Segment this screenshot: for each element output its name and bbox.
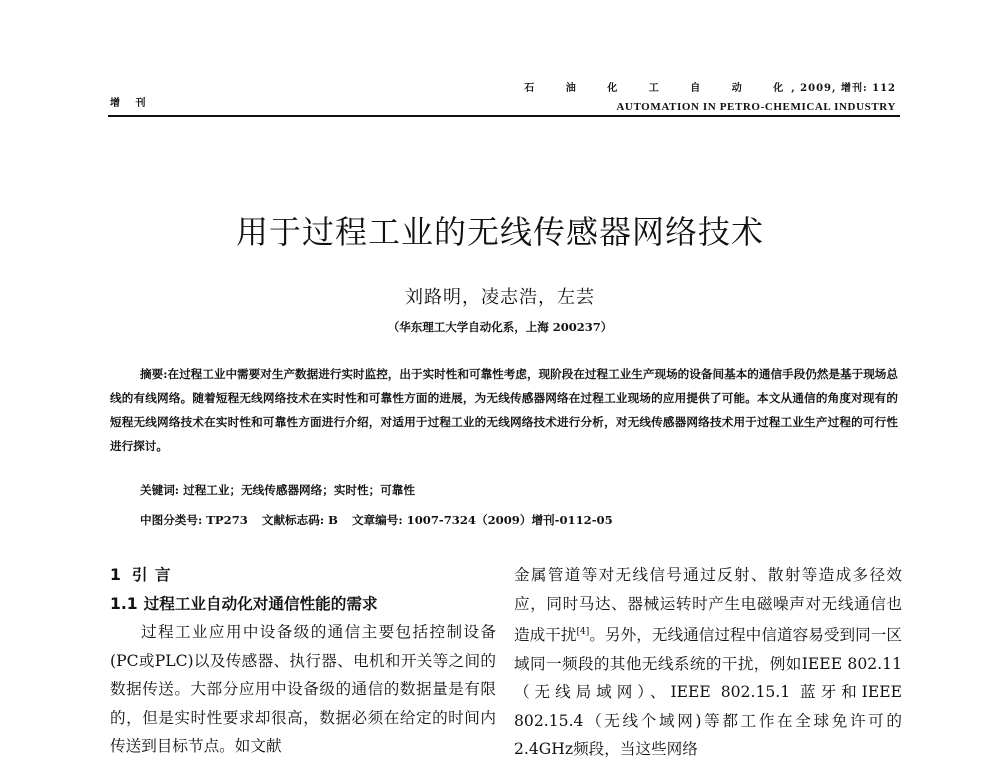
clc-label: 中图分类号: bbox=[140, 513, 203, 527]
issue-info: , 2009, 增刊: 112 bbox=[791, 83, 896, 94]
article-affiliation: （华东理工大学自动化系，上海 200237） bbox=[387, 320, 613, 334]
abstract bbox=[110, 362, 898, 458]
body-text-right-b: 。另外，无线通信过程中信道容易受到同一区域同一频段的其他无线系统的干扰，例如IEEE 802.11（无线局域网）、IEEE 802.15.1 蓝牙和IEEE 802.15.4（无线个域网)等都工作在全球免许可的2.4GHz频段，当这些网络 bbox=[514, 626, 902, 759]
abstract-label: 摘要: bbox=[140, 367, 168, 381]
keywords-label: 关键词: bbox=[140, 483, 180, 497]
issue-type-label: 增 刊 bbox=[110, 98, 152, 109]
journal-cn-line bbox=[524, 80, 896, 98]
body-column-right bbox=[514, 561, 902, 764]
article-no-value: 1007-7324（2009）增刊-0112-05 bbox=[406, 513, 613, 527]
section-title: 引 言 bbox=[131, 566, 172, 584]
keywords bbox=[140, 482, 415, 498]
section-heading-1-1 bbox=[110, 590, 496, 619]
subsection-title: 过程工业自动化对通信性能的需求 bbox=[143, 594, 378, 613]
journal-name-en: AUTOMATION IN PETRO-CHEMICAL INDUSTRY bbox=[616, 101, 896, 113]
doc-code-value: B bbox=[328, 513, 338, 527]
body-column-left bbox=[110, 561, 496, 761]
doc-code-label: 文献标志码: bbox=[261, 513, 325, 527]
article-no-label: 文章编号: bbox=[351, 513, 403, 527]
abstract-text: 在过程工业中需要对生产数据进行实时监控，出于实时性和可靠性考虑，现阶段在过程工业生产现场的设备间基本的通信手段仍然是基于现场总线的有线网络。随着短程无线网络技术在实时性和可靠性方面的进展，为无线传感器网络在过程工业现场的应用提供了可能。本文从通信的角度对现有的短程无线网络技术在实时性和可靠性方面进行介绍，对适用于过程工业的无线网络技术进行分析，对无线传感器网络技术用于过程工业生产过程的可行性进行探讨。 bbox=[110, 367, 898, 453]
body-paragraph-left: 过程工业应用中设备级的通信主要包括控制设备(PC或PLC)以及传感器、执行器、电机和开关等之间的数据传送。大部分应用中设备级的通信的数据量是有限的，但是实时性要求却很高，数据必须在给定的时间内传送到目标节点。如文献 bbox=[110, 623, 496, 755]
classification-line bbox=[140, 512, 613, 528]
citation-ref: [4] bbox=[576, 627, 590, 637]
section-number: 1 bbox=[110, 566, 122, 584]
keywords-text: 过程工业；无线传感器网络；实时性；可靠性 bbox=[183, 483, 415, 497]
journal-name-cn: 石 油 化 工 自 动 化 bbox=[524, 83, 798, 94]
body-paragraph-right bbox=[514, 561, 902, 764]
body-text-right-a: 金属管道等对无线信号通过反射、散射等造成多径效应，同时马达、器械运转时产生电磁噪声对无线通信也造成干扰 bbox=[514, 566, 902, 645]
journal-header bbox=[524, 80, 896, 116]
clc-value: TP273 bbox=[206, 513, 248, 527]
article-title: 用于过程工业的无线传感器网络技术 bbox=[235, 213, 764, 251]
header-rule bbox=[108, 115, 900, 117]
article-authors: 刘路明，凌志浩，左芸 bbox=[405, 287, 595, 308]
section-heading-1 bbox=[110, 561, 496, 590]
subsection-number: 1.1 bbox=[110, 594, 138, 613]
